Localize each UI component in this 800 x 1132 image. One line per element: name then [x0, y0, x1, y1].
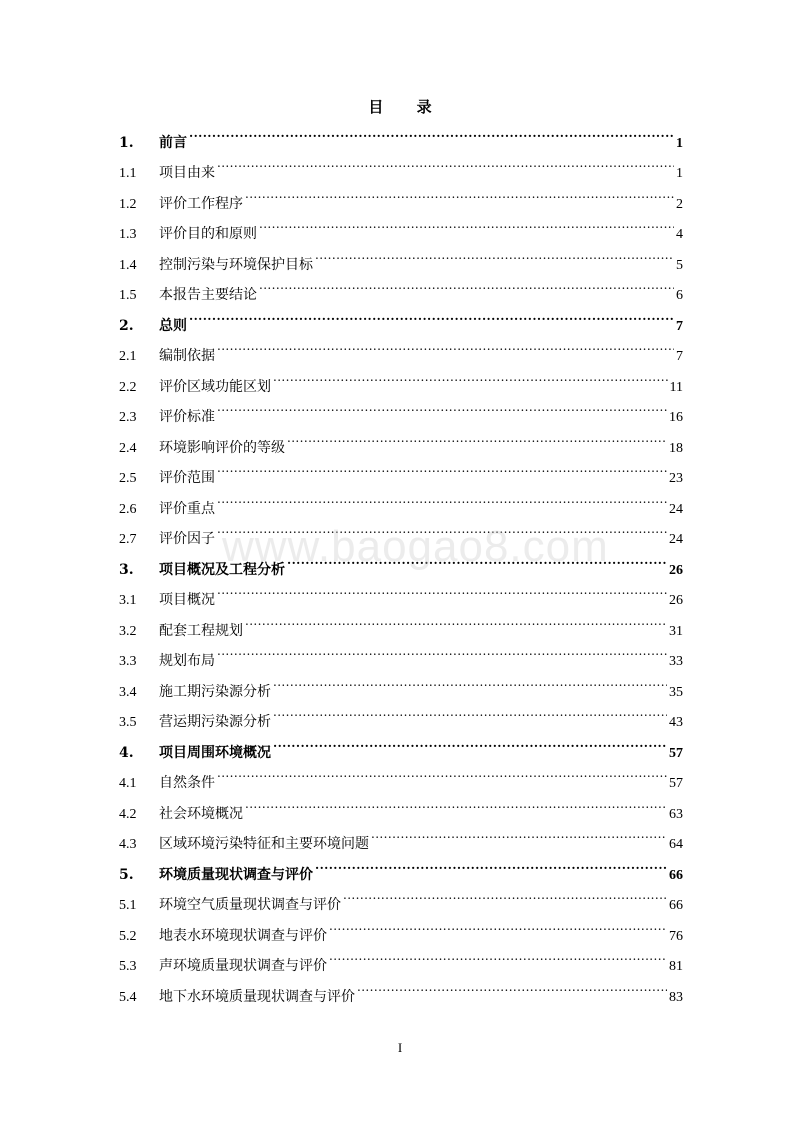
- dot-leader: [371, 818, 667, 849]
- dot-leader: [315, 238, 674, 269]
- toc-entry-title: 地表水环境现状调查与评价: [159, 927, 327, 944]
- toc-entry-number: 1.1: [119, 166, 137, 181]
- toc-entry-number: 1.3: [119, 227, 137, 242]
- toc-entry-number: 4.2: [119, 806, 137, 822]
- toc-entry-title: 本报告主要结论: [159, 287, 257, 303]
- toc-entry-page: 24: [669, 532, 683, 547]
- dot-leader: [245, 604, 667, 635]
- toc-entry-title: 环境影响评价的等级: [159, 439, 285, 456]
- toc-entry-page: 11: [669, 379, 683, 395]
- toc-entry-title: 营运期污染源分析: [159, 714, 271, 730]
- dot-leader: [329, 940, 667, 971]
- toc-entry-page: 33: [669, 654, 683, 669]
- toc-entry-number: 3.1: [119, 593, 137, 608]
- toc-chapter-entry[interactable]: [119, 116, 683, 151]
- toc-entry-number: 5.2: [119, 928, 137, 944]
- toc-entry-number: 2.3: [119, 410, 137, 425]
- toc-entry-page: 16: [669, 410, 683, 425]
- toc-entry-title: 评价范围: [159, 470, 215, 486]
- toc-entry-title: 声环境质量现状调查与评价: [159, 958, 327, 974]
- dot-leader: [273, 726, 667, 757]
- toc-entry-page: 81: [669, 959, 683, 974]
- toc-entry-page: 24: [669, 501, 683, 517]
- toc-entry-title: 评价目的和原则: [159, 226, 257, 242]
- dot-leader: [287, 421, 667, 452]
- toc-entry-number: 1.2: [119, 196, 137, 212]
- toc-entry-page: 76: [669, 928, 683, 944]
- toc-entry-number: 2.2: [119, 379, 137, 395]
- toc-entry-number: 3.5: [119, 715, 137, 730]
- toc-entry-number: 3.4: [119, 684, 137, 700]
- toc-entry-page: 64: [669, 837, 683, 852]
- toc-entry-number: 1.: [119, 134, 134, 151]
- toc-entry-page: 4: [676, 227, 683, 242]
- dot-leader: [357, 970, 667, 1001]
- dot-leader: [217, 574, 667, 605]
- toc-entry-page: 66: [669, 867, 683, 883]
- toc-entry-page: 35: [669, 684, 683, 700]
- toc-entry-page: 6: [676, 288, 683, 303]
- toc-section-entry[interactable]: [119, 330, 683, 364]
- toc-chapter-entry[interactable]: [119, 299, 683, 334]
- dot-leader: [189, 299, 674, 330]
- toc-entry-title: 项目概况: [159, 592, 215, 608]
- toc-entry-title: 自然条件: [159, 775, 215, 791]
- toc-entry-number: 2.5: [119, 471, 137, 486]
- toc-entry-page: 43: [669, 715, 683, 730]
- toc-entry-page: 7: [676, 349, 683, 364]
- dot-leader: [217, 482, 667, 513]
- toc-entry-title: 项目周围环境概况: [159, 744, 271, 761]
- toc-entry-page: 66: [669, 898, 683, 913]
- toc-entry-title: 区域环境污染特征和主要环境问题: [159, 836, 369, 852]
- dot-leader: [217, 147, 674, 178]
- toc-entry-title: 评价因子: [159, 531, 215, 547]
- toc-entry-title: 项目由来: [159, 165, 215, 181]
- toc-entry-title: 编制依据: [159, 348, 215, 364]
- toc-entry-page: 1: [676, 135, 683, 151]
- toc-entry-title: 配套工程规划: [159, 622, 243, 639]
- toc-entry-page: 57: [669, 745, 683, 761]
- dot-leader: [245, 787, 667, 818]
- dot-leader: [273, 696, 667, 727]
- toc-entry-page: 26: [669, 562, 683, 578]
- toc-entry-page: 26: [669, 593, 683, 608]
- toc-entry-number: 5.4: [119, 989, 137, 1005]
- dot-leader: [217, 391, 667, 422]
- toc-entry-page: 2: [676, 196, 683, 212]
- toc-entry-number: 2.4: [119, 440, 137, 456]
- toc-entry-number: 2.7: [119, 532, 137, 547]
- toc-entry-number: 4.1: [119, 776, 137, 791]
- toc-entry-page: 18: [669, 440, 683, 456]
- toc-entry-number: 3.3: [119, 654, 137, 669]
- toc-entry-title: 环境质量现状调查与评价: [159, 866, 313, 883]
- dot-leader: [245, 177, 674, 208]
- dot-leader: [273, 360, 668, 391]
- dot-leader: [189, 116, 674, 147]
- toc-entry-number: 3.2: [119, 623, 137, 639]
- toc-entry-number: 5.: [119, 866, 134, 883]
- toc-entry-number: 2.: [119, 317, 134, 334]
- toc-entry-number: 5.3: [119, 959, 137, 974]
- dot-leader: [217, 635, 667, 666]
- toc-entry-title: 施工期污染源分析: [159, 683, 271, 700]
- toc-entry-number: 1.5: [119, 288, 137, 303]
- toc-entry-title: 前言: [159, 134, 187, 151]
- dot-leader: [273, 665, 667, 696]
- toc-entry-page: 1: [676, 166, 683, 181]
- toc-entry-title: 社会环境概况: [159, 805, 243, 822]
- dot-leader: [329, 909, 667, 940]
- toc-entry-title: 规划布局: [159, 653, 215, 669]
- toc-entry-title: 环境空气质量现状调查与评价: [159, 897, 341, 913]
- toc-entry-number: 1.4: [119, 257, 137, 273]
- toc-entry-page: 5: [676, 257, 683, 273]
- dot-leader: [343, 879, 667, 910]
- dot-leader: [315, 848, 667, 879]
- toc-entry-title: 地下水环境质量现状调查与评价: [159, 988, 355, 1005]
- page-number-footer: I: [397, 1040, 403, 1055]
- toc-entry-title: 总则: [159, 317, 187, 334]
- toc-title: 目 录: [368, 98, 446, 116]
- toc-entry-number: 4.: [119, 744, 134, 761]
- toc-entry-title: 评价标准: [159, 409, 215, 425]
- toc-entry-title: 评价重点: [159, 500, 215, 517]
- toc-entry-title: 项目概况及工程分析: [159, 561, 285, 578]
- toc-entry-number: 3.: [119, 561, 134, 578]
- toc-entry-title: 控制污染与环境保护目标: [159, 256, 313, 273]
- toc-entry-page: 7: [676, 318, 683, 334]
- toc-entry-page: 63: [669, 806, 683, 822]
- dot-leader: [217, 452, 667, 483]
- toc-entry-title: 评价区域功能区划: [159, 378, 271, 395]
- toc-entry-number: 2.1: [119, 349, 137, 364]
- toc-entry-number: 5.1: [119, 898, 137, 913]
- toc-entry-page: 57: [669, 776, 683, 791]
- toc-entry-number: 4.3: [119, 837, 137, 852]
- toc-entry-number: 2.6: [119, 501, 137, 517]
- dot-leader: [217, 330, 674, 361]
- toc-entry-title: 评价工作程序: [159, 195, 243, 212]
- dot-leader: [217, 757, 667, 788]
- watermark: www.baogao8.com: [222, 522, 609, 571]
- toc-entry-page: 83: [669, 989, 683, 1005]
- toc-section-entry[interactable]: [119, 147, 683, 181]
- toc-entry-page: 23: [669, 471, 683, 486]
- dot-leader: [259, 208, 674, 239]
- dot-leader: [259, 269, 674, 300]
- toc-entry-page: 31: [669, 623, 683, 639]
